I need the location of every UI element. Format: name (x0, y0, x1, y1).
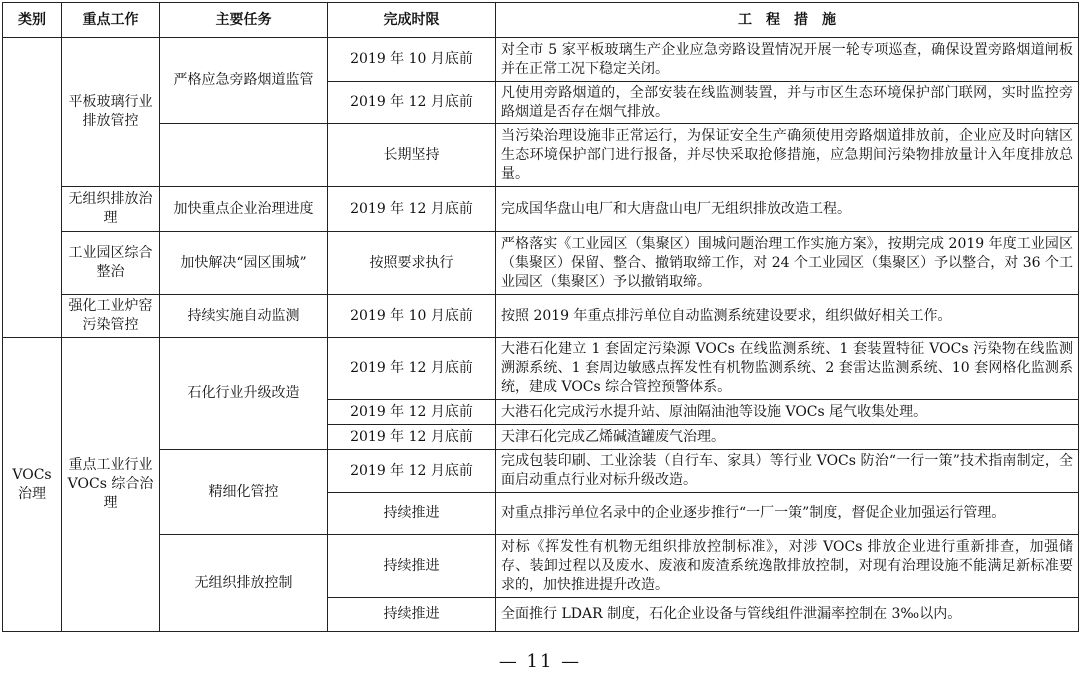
table-row (3, 38, 1079, 82)
header-measures: 工 程 措 施 (496, 3, 1079, 38)
measure-cell: 大港石化完成污水提升站、原油隔油池等设施 VOCs 尾气收集处理。 (496, 400, 1079, 425)
key-work-cell: 平板玻璃行业排放管控 (62, 38, 160, 187)
measure-cell: 对重点排污单位名录中的企业逐步推行“一厂一策”制度，督促企业加强运行管理。 (496, 493, 1079, 535)
table-row (3, 187, 1079, 232)
key-work-cell: 无组织排放治理 (62, 187, 160, 232)
header-deadline: 完成时限 (328, 3, 496, 38)
measure-cell: 全面推行 LDAR 制度，石化企业设备与管线组件泄漏率控制在 3‰以内。 (496, 598, 1079, 632)
table-row (3, 124, 1079, 187)
deadline-cell: 持续推进 (328, 493, 496, 535)
header-category: 类别 (3, 3, 62, 38)
deadline-cell: 2019 年 12 月底前 (328, 425, 496, 450)
deadline-cell: 持续推进 (328, 598, 496, 632)
table-row (3, 338, 1079, 400)
table-row (3, 535, 1079, 598)
task-cell: 加快解决“园区围城” (160, 232, 328, 295)
measure-cell: 当污染治理设施非正常运行，为保证安全生产确须使用旁路烟道排放前，企业应及时向辖区生态环境保护部门进行报备，并尽快采取抢修措施，应急期间污染物排放量计入年度排放总量。 (496, 124, 1079, 187)
table-row (3, 295, 1079, 338)
deadline-cell: 持续推进 (328, 535, 496, 598)
category-cell: VOCs 治理 (3, 338, 62, 632)
measures-table (2, 2, 1079, 632)
measure-cell: 完成包装印刷、工业涂装（自行车、家具）等行业 VOCs 防治“一行一策”技术指南制定，全面启动重点行业对标升级改造。 (496, 450, 1079, 493)
deadline-cell: 2019 年 12 月底前 (328, 450, 496, 493)
table-header-row (3, 3, 1079, 38)
measure-cell: 凡使用旁路烟道的，全部安装在线监测装置，并与市区生态环境保护部门联网，实时监控旁路烟道是否存在烟气排放。 (496, 82, 1079, 124)
deadline-cell: 2019 年 12 月底前 (328, 338, 496, 400)
table-row (3, 450, 1079, 493)
measure-cell: 完成国华盘山电厂和大唐盘山电厂无组织排放改造工程。 (496, 187, 1079, 232)
table-row (3, 232, 1079, 295)
deadline-cell: 2019 年 10 月底前 (328, 38, 496, 82)
task-cell: 持续实施自动监测 (160, 295, 328, 338)
task-cell: 无组织排放控制 (160, 535, 328, 632)
measure-cell: 大港石化建立 1 套固定污染源 VOCs 在线监测系统、1 套装置特征 VOCs 污染物在线监测溯源系统、1 套周边敏感点挥发性有机物监测系统、2 套雷达监测系统、10 套网格化监测系统，建成 VOCs 综合管控预警体系。 (496, 338, 1079, 400)
key-work-cell: 工业园区综合整治 (62, 232, 160, 295)
page-number: — 11 — (498, 651, 582, 672)
task-cell: 严格应急旁路烟道监管 (160, 38, 328, 124)
deadline-cell: 长期坚持 (328, 124, 496, 187)
measure-cell: 天津石化完成乙烯碱渣罐废气治理。 (496, 425, 1079, 450)
category-cell (3, 38, 62, 338)
measure-cell: 对标《挥发性有机物无组织排放控制标准》，对涉 VOCs 排放企业进行重新排查，加强储存、装卸过程以及废水、废液和废渣系统逸散排放控制，对现有治理设施不能满足新标准要求的，加快推进提升改造。 (496, 535, 1079, 598)
task-cell: 石化行业升级改造 (160, 338, 328, 450)
measure-cell: 按照 2019 年重点排污单位自动监测系统建设要求，组织做好相关工作。 (496, 295, 1079, 338)
task-cell: 加快重点企业治理进度 (160, 187, 328, 232)
measure-cell: 严格落实《工业园区（集聚区）围城问题治理工作实施方案》，按期完成 2019 年度工业园区（集聚区）保留、整合、撤销取缔工作，对 24 个工业园区（集聚区）予以整合，对 36 个工业园区（集聚区）予以撤销取缔。 (496, 232, 1079, 295)
task-cell: 精细化管控 (160, 450, 328, 535)
deadline-cell: 2019 年 12 月底前 (328, 82, 496, 124)
header-task: 主要任务 (160, 3, 328, 38)
deadline-cell: 按照要求执行 (328, 232, 496, 295)
key-work-cell: 强化工业炉窑污染管控 (62, 295, 160, 338)
deadline-cell: 2019 年 10 月底前 (328, 295, 496, 338)
deadline-cell: 2019 年 12 月底前 (328, 400, 496, 425)
key-work-cell: 重点工业行业 VOCs 综合治理 (62, 338, 160, 632)
measure-cell: 对全市 5 家平板玻璃生产企业应急旁路设置情况开展一轮专项巡查，确保设置旁路烟道闸板并在正常工况下稳定关闭。 (496, 38, 1079, 82)
task-cell-empty (160, 124, 328, 187)
header-key-work: 重点工作 (62, 3, 160, 38)
deadline-cell: 2019 年 12 月底前 (328, 187, 496, 232)
